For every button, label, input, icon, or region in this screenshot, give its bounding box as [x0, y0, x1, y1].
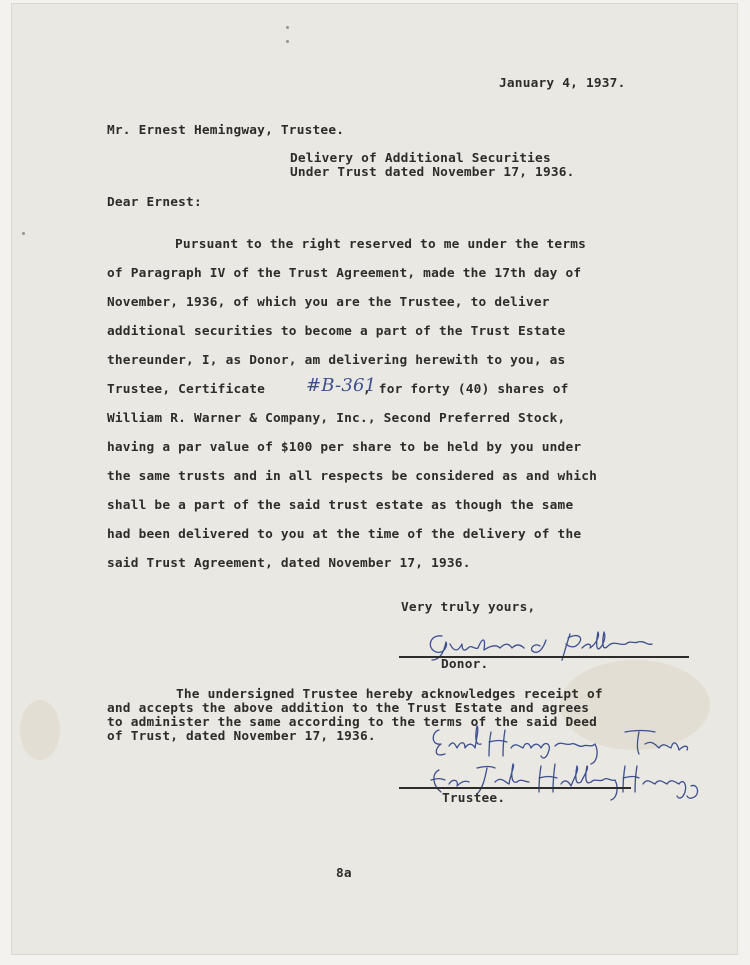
body-line: Trustee, Certificate	[107, 382, 266, 397]
acknowledgment-line: and accepts the above addition to the Trust Estate and agrees	[107, 701, 590, 716]
subject-line-2: Under Trust dated November 17, 1936.	[290, 165, 575, 180]
body-line: William R. Warner & Company, Inc., Second Preferred Stock,	[107, 411, 566, 426]
body-line: the same trusts and in all respects be considered as and which	[107, 469, 598, 484]
body-line: November, 1936, of which you are the Trustee, to deliver	[107, 295, 550, 310]
donor-label: Donor.	[441, 657, 489, 672]
punch-mark	[22, 232, 25, 235]
subject-line-1: Delivery of Additional Securities	[290, 151, 551, 166]
body-line: shall be a part of the said trust estate as though the same	[107, 498, 574, 513]
body-line-certificate-suffix: , for forty (40) shares of	[363, 382, 569, 397]
acknowledgment-line: of Trust, dated November 17, 1936.	[107, 729, 376, 744]
body-line: additional securities to become a part of the Trust Estate	[107, 324, 566, 339]
body-line: having a par value of $100 per share to be held by you under	[107, 440, 582, 455]
body-line: had been delivered to you at the time of the delivery of the	[107, 527, 582, 542]
trustee-label: Trustee.	[442, 791, 506, 806]
closing: Very truly yours,	[401, 600, 536, 615]
punch-mark	[286, 26, 289, 29]
punch-mark	[286, 40, 289, 43]
addressee: Mr. Ernest Hemingway, Trustee.	[107, 123, 345, 138]
trustee-signature	[425, 722, 705, 802]
acknowledgment-line: The undersigned Trustee hereby acknowledges receipt of	[176, 687, 603, 702]
body-line: said Trust Agreement, dated November 17, 1936.	[107, 556, 471, 571]
letter-date: January 4, 1937.	[499, 76, 626, 91]
body-line: thereunder, I, as Donor, am delivering herewith to you, as	[107, 353, 566, 368]
body-line: Pursuant to the right reserved to me under the terms	[175, 237, 587, 252]
salutation: Dear Ernest:	[107, 195, 202, 210]
acknowledgment-line: to administer the same according to the terms of the said Deed	[107, 715, 598, 730]
body-line: of Paragraph IV of the Trust Agreement, made the 17th day of	[107, 266, 582, 281]
paper-stain	[20, 700, 60, 760]
trustee-signature-line	[399, 787, 631, 789]
handwritten-certificate-number: #B-361	[306, 375, 377, 396]
page-number: 8a	[336, 866, 352, 881]
